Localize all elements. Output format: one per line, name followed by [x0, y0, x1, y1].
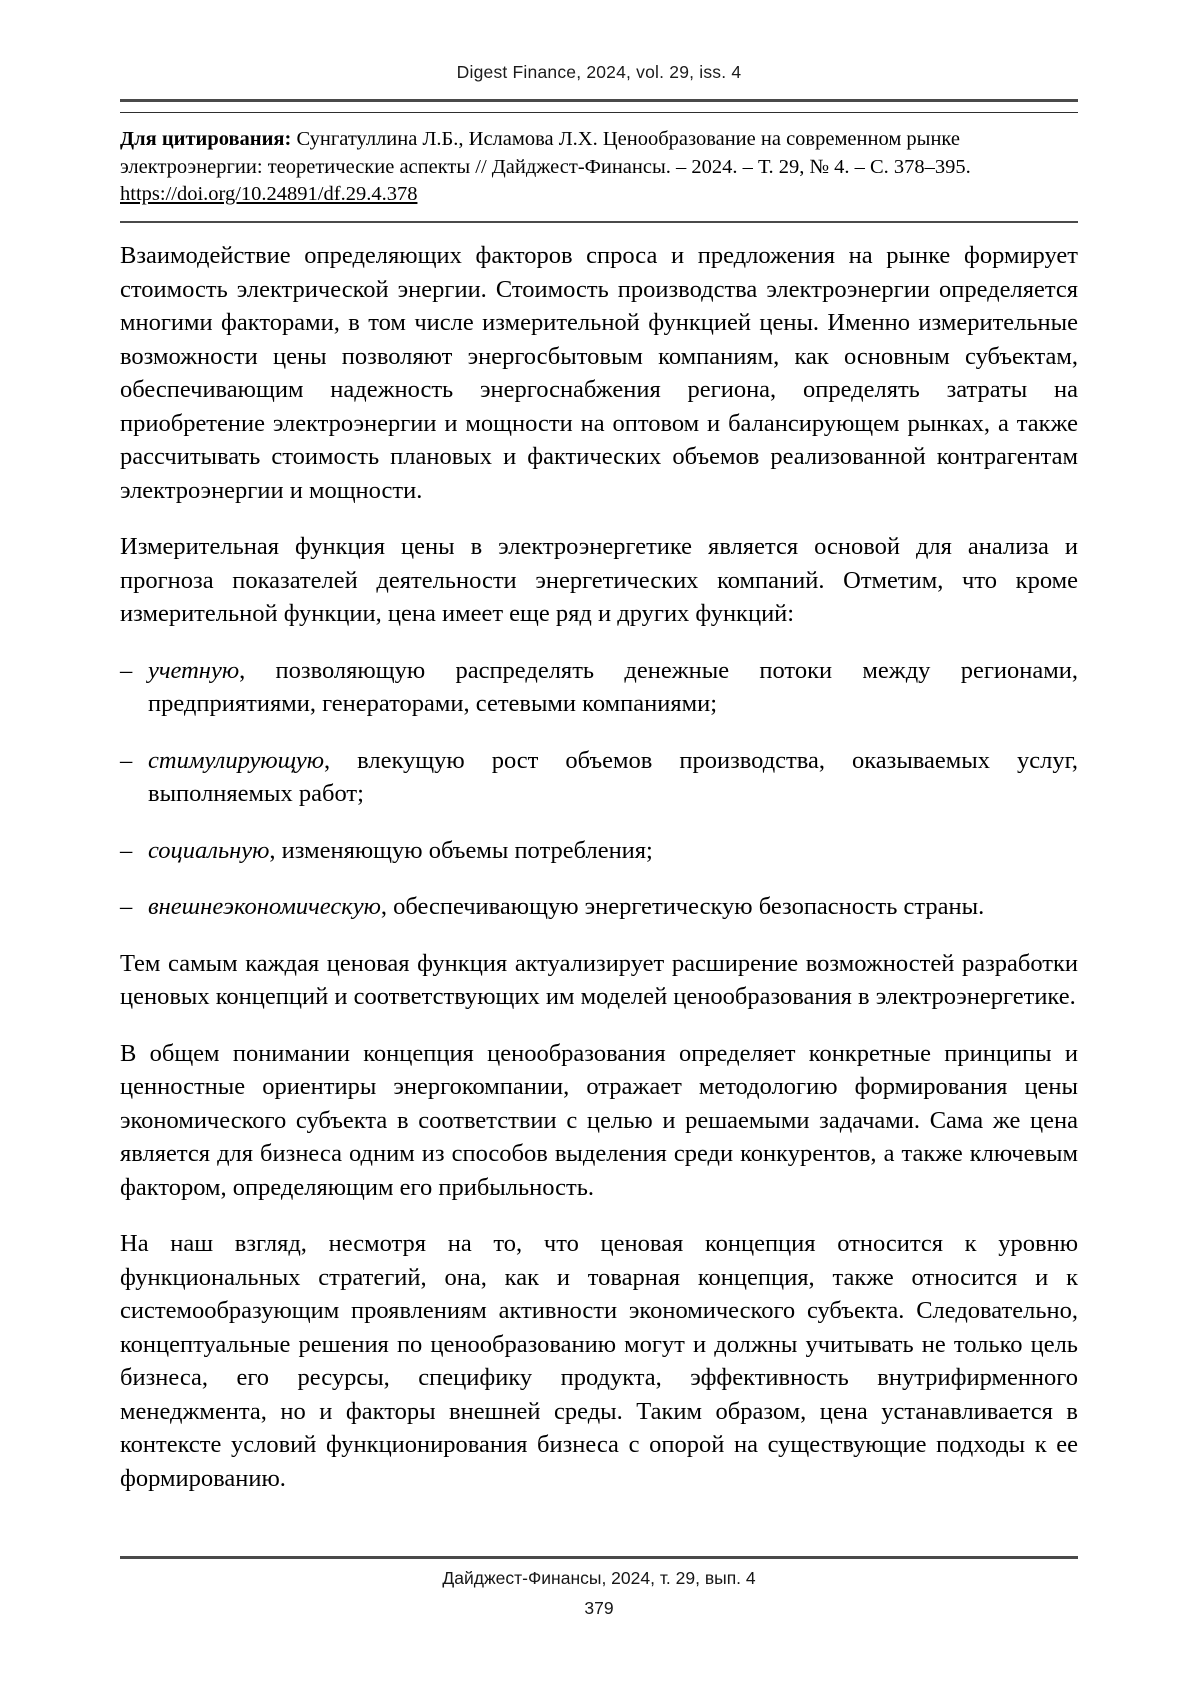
- citation-paragraph: [120, 126, 1078, 181]
- price-functions-list: [120, 654, 1078, 924]
- header-rule-top: [120, 99, 1078, 102]
- body-paragraph: Взаимодействие определяющих факторов спроса и предложения на рынке формирует стоимость электрической энергии. Стоимость производства электроэнергии определяется многими факторами, в том числе измерительной функцией цены. Именно измерительные возможности цены позволяют энергосбытовым компаниям, как основным субъектам, обеспечивающим надежность энергоснабжения региона, определять затраты на приобретение электроэнергии и мощности на оптовом и балансирующем рынках, а также рассчитывать стоимость плановых и фактических объемов реализованной контрагентам электроэнергии и мощности.: [120, 242, 1078, 504]
- list-dash-marker: –: [120, 836, 133, 864]
- body-paragraph: Тем самым каждая ценовая функция актуализирует расширение возможностей разработки ценовых концепций и соответствующих им моделей ценообразования в электроэнергетике.: [120, 949, 1078, 1011]
- list-item-text: , обеспечивающую энергетическую безопасность страны.: [380, 893, 985, 921]
- running-head: Digest Finance, 2024, vol. 29, iss. 4: [456, 62, 742, 82]
- citation-label: Для цитирования:: [120, 128, 292, 151]
- list-dash-marker: –: [120, 656, 133, 684]
- header-rule-bottom: [120, 112, 1078, 114]
- list-item: [120, 890, 1078, 924]
- list-dash-marker: –: [120, 746, 133, 774]
- citation-block: [120, 126, 1078, 209]
- footer-rule: [120, 1556, 1078, 1559]
- header-rule-group: [120, 99, 1078, 113]
- list-item-lead: внешнеэкономическую: [148, 893, 381, 921]
- body-paragraph: В общем понимании концепция ценообразования определяет конкретные принципы и ценностные ориентиры энергокомпании, отражает методологию формирования цены экономического субъекта в соответствии с целью и решаемыми задачами. Сама же цена является для бизнеса одним из способов выделения среди конкурентов, а также ключевым фактором, определяющим его прибыльность.: [120, 1039, 1078, 1201]
- list-item-text: , влекущую рост объемов производства, оказываемых услуг, выполняемых работ;: [148, 746, 1078, 808]
- page-footer: [120, 1556, 1078, 1619]
- list-item: [120, 654, 1078, 721]
- body-paragraph: Измерительная функция цены в электроэнергетике является основой для анализа и прогноза показателей деятельности энергетических компаний. Отметим, что кроме измерительной функции, цена имеет еще ряд и других функций:: [120, 533, 1078, 628]
- page-header: [120, 62, 1078, 113]
- footer-journal-line: Дайджест-Финансы, 2024, т. 29, вып. 4: [442, 1567, 756, 1588]
- list-item: [120, 834, 1078, 868]
- citation-text: Сунгатуллина Л.Б., Исламова Л.Х. Ценообразование на современном рынке электроэнергии: теоретические аспекты // Дайджест-Финансы. – 2024. – Т. 29, № 4. – С. 378–395.: [120, 128, 971, 178]
- body-paragraph: На наш взгляд, несмотря на то, что ценовая концепция относится к уровню функциональных стратегий, она, как и товарная концепция, также относится и к системообразующим проявлениям активности экономического субъекта. Следовательно, концептуальные решения по ценообразованию могут и должны учитывать не только цель бизнеса, его ресурсы, специфику продукта, эффективность внутрифирменного менеджмента, но и факторы внешней среды. Таким образом, цена устанавливается в контексте условий функционирования бизнеса с опорой на существующие подходы к ее формированию.: [120, 1230, 1078, 1492]
- doi-link[interactable]: https://doi.org/10.24891/df.29.4.378: [120, 183, 418, 206]
- footer-page-number: 379: [584, 1597, 614, 1618]
- list-item-lead: учетную: [148, 656, 240, 684]
- list-item: [120, 744, 1078, 811]
- list-item-text: , изменяющую объемы потребления;: [269, 836, 653, 864]
- list-item-text: , позволяющую распределять денежные потоки между регионами, предприятиями, генераторами, сетевыми компаниями;: [148, 656, 1078, 718]
- article-body: [120, 223, 1078, 1495]
- list-dash-marker: –: [120, 893, 133, 921]
- list-item-lead: социальную: [148, 836, 270, 864]
- list-item-lead: стимулирующую: [148, 746, 324, 774]
